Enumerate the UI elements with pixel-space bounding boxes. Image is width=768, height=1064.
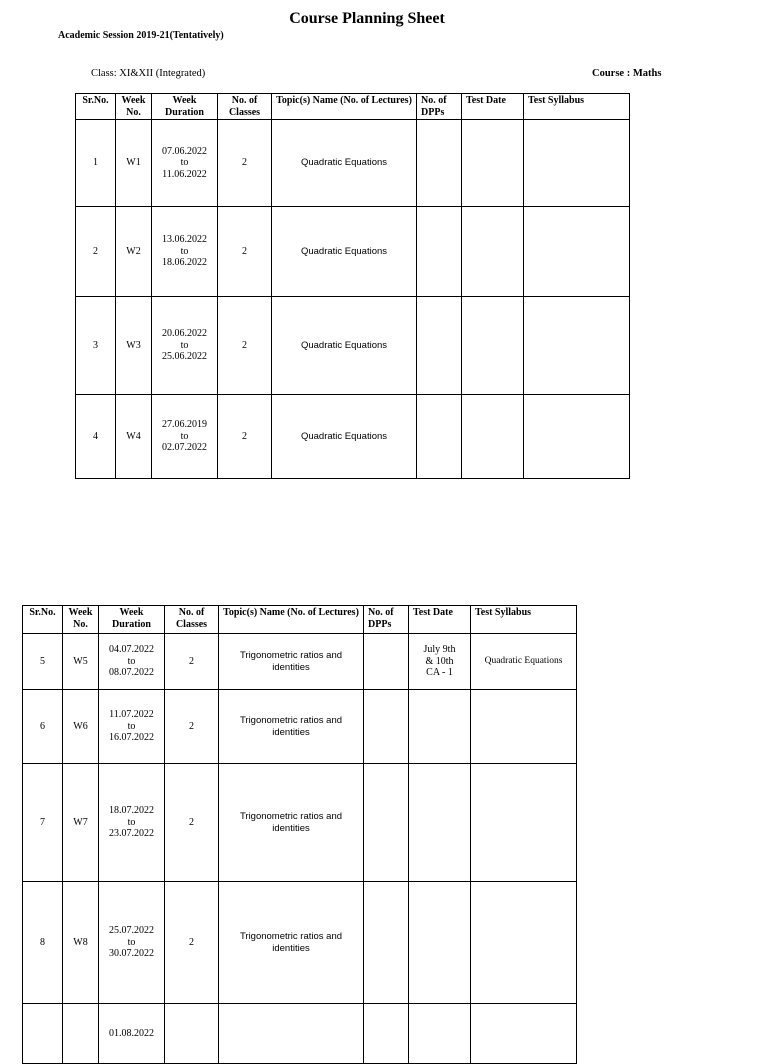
class-label: Class: XI&XII (Integrated): [91, 68, 206, 79]
cell-test-syllabus: Quadratic Equations: [471, 634, 577, 690]
col-header-test-date: Test Date: [409, 606, 471, 634]
cell-week-no: [63, 1004, 99, 1064]
cell-test-date: [409, 1004, 471, 1064]
cell-no-of-classes: 2: [218, 395, 272, 479]
cell-sr-no: [23, 1004, 63, 1064]
cell-test-syllabus: [471, 690, 577, 764]
cell-no-of-dpps: [417, 395, 462, 479]
table-body: [76, 120, 630, 479]
date-separator: to: [127, 936, 136, 948]
cell-sr-no: 1: [76, 120, 116, 207]
cell-sr-no: 8: [23, 882, 63, 1004]
date-to: 30.07.2022: [109, 948, 154, 960]
cell-topic: Quadratic Equations: [272, 395, 417, 479]
col-header-week: Week No.: [63, 606, 99, 634]
cell-topic: Trigonometric ratios and identities: [219, 764, 364, 882]
cell-week-duration: [152, 297, 218, 395]
cell-topic: Quadratic Equations: [272, 120, 417, 207]
cell-test-syllabus: [524, 297, 630, 395]
col-header-dpps: No. of DPPs: [364, 606, 409, 634]
cell-test-syllabus: [471, 882, 577, 1004]
col-header-classes: No. of Classes: [165, 606, 219, 634]
cell-week-duration: [99, 764, 165, 882]
cell-week-no: W7: [63, 764, 99, 882]
date-separator: to: [180, 157, 189, 169]
cell-topic: Trigonometric ratios and identities: [219, 634, 364, 690]
col-header-duration: Week Duration: [152, 94, 218, 120]
cell-test-date: [462, 207, 524, 297]
date-from: 18.07.2022: [109, 805, 154, 817]
cell-no-of-dpps: [364, 882, 409, 1004]
cell-sr-no: 7: [23, 764, 63, 882]
cell-week-no: W5: [63, 634, 99, 690]
date-from: 20.06.2022: [162, 328, 207, 340]
col-header-sr: Sr.No.: [23, 606, 63, 634]
cell-topic: Quadratic Equations: [272, 207, 417, 297]
page-title: Course Planning Sheet: [289, 10, 445, 27]
date-separator: to: [127, 720, 136, 732]
cell-test-date: [409, 882, 471, 1004]
table-row: [76, 395, 630, 479]
cell-no-of-classes: 2: [165, 764, 219, 882]
col-header-dpps: No. of DPPs: [417, 94, 462, 120]
cell-test-syllabus: [524, 207, 630, 297]
date-from: 27.06.2019: [162, 419, 207, 431]
table-row: [23, 764, 577, 882]
cell-test-syllabus: [524, 120, 630, 207]
col-header-topic: Topic(s) Name (No. of Lectures): [272, 94, 417, 120]
cell-sr-no: 2: [76, 207, 116, 297]
cell-test-date: [462, 120, 524, 207]
cell-week-no: W8: [63, 882, 99, 1004]
date-from: 13.06.2022: [162, 234, 207, 246]
cell-no-of-classes: [165, 1004, 219, 1064]
cell-week-duration: [99, 690, 165, 764]
table-row: [23, 634, 577, 690]
cell-no-of-dpps: [364, 1004, 409, 1064]
table-body: [23, 634, 577, 1064]
table-row: [23, 882, 577, 1004]
table-header: [76, 94, 630, 120]
cell-sr-no: 4: [76, 395, 116, 479]
cell-no-of-dpps: [364, 634, 409, 690]
cell-topic: Trigonometric ratios and identities: [219, 690, 364, 764]
cell-sr-no: 6: [23, 690, 63, 764]
col-header-week: Week No.: [116, 94, 152, 120]
cell-no-of-classes: 2: [165, 882, 219, 1004]
col-header-test-syllabus: Test Syllabus: [471, 606, 577, 634]
cell-test-syllabus: [471, 764, 577, 882]
course-plan-table-2: [22, 605, 577, 1064]
date-from: 07.06.2022: [162, 145, 207, 157]
cell-week-duration: [99, 882, 165, 1004]
date-from: 01.08.2022: [109, 1027, 154, 1039]
cell-topic: [219, 1004, 364, 1064]
col-header-topic: Topic(s) Name (No. of Lectures): [219, 606, 364, 634]
cell-no-of-classes: 2: [165, 690, 219, 764]
cell-sr-no: 3: [76, 297, 116, 395]
course-label: Course : Maths: [592, 68, 662, 79]
table-header: [23, 606, 577, 634]
cell-test-date: July 9th & 10th CA - 1: [409, 634, 471, 690]
date-from: 25.07.2022: [109, 925, 154, 937]
cell-sr-no: 5: [23, 634, 63, 690]
cell-week-no: W6: [63, 690, 99, 764]
col-header-test-date: Test Date: [462, 94, 524, 120]
cell-week-duration: [99, 1004, 165, 1064]
cell-no-of-classes: 2: [218, 297, 272, 395]
table-row: [76, 120, 630, 207]
date-from: 04.07.2022: [109, 644, 154, 656]
cell-week-duration: [99, 634, 165, 690]
date-from: 11.07.2022: [109, 709, 154, 721]
date-to: 08.07.2022: [109, 667, 154, 679]
cell-week-no: W2: [116, 207, 152, 297]
cell-no-of-dpps: [417, 207, 462, 297]
cell-topic: Trigonometric ratios and identities: [219, 882, 364, 1004]
cell-no-of-classes: 2: [218, 207, 272, 297]
cell-no-of-dpps: [417, 297, 462, 395]
date-to: 23.07.2022: [109, 828, 154, 840]
col-header-classes: No. of Classes: [218, 94, 272, 120]
date-to: 18.06.2022: [162, 257, 207, 269]
date-separator: to: [180, 430, 189, 442]
cell-week-duration: [152, 120, 218, 207]
table-row: [23, 1004, 577, 1064]
date-separator: to: [127, 816, 136, 828]
date-separator: to: [180, 339, 189, 351]
col-header-sr: Sr.No.: [76, 94, 116, 120]
date-separator: to: [180, 245, 189, 257]
cell-no-of-dpps: [364, 690, 409, 764]
cell-test-date: [409, 764, 471, 882]
table-row: [76, 297, 630, 395]
date-to: 11.06.2022: [162, 168, 207, 180]
academic-session: Academic Session 2019-21(Tentatively): [58, 30, 224, 41]
table-row: [23, 690, 577, 764]
cell-test-syllabus: [471, 1004, 577, 1064]
cell-week-duration: [152, 207, 218, 297]
date-to: 02.07.2022: [162, 442, 207, 454]
cell-week-no: W1: [116, 120, 152, 207]
col-header-duration: Week Duration: [99, 606, 165, 634]
cell-topic: Quadratic Equations: [272, 297, 417, 395]
cell-test-date: [409, 690, 471, 764]
date-to: 16.07.2022: [109, 732, 154, 744]
cell-no-of-classes: 2: [165, 634, 219, 690]
cell-no-of-dpps: [417, 120, 462, 207]
course-plan-table-1: [75, 93, 630, 479]
cell-week-duration: [152, 395, 218, 479]
cell-test-date: [462, 297, 524, 395]
cell-no-of-classes: 2: [218, 120, 272, 207]
col-header-test-syllabus: Test Syllabus: [524, 94, 630, 120]
cell-test-syllabus: [524, 395, 630, 479]
date-to: 25.06.2022: [162, 351, 207, 363]
date-separator: to: [127, 655, 136, 667]
table-row: [76, 207, 630, 297]
cell-week-no: W3: [116, 297, 152, 395]
cell-no-of-dpps: [364, 764, 409, 882]
cell-test-date: [462, 395, 524, 479]
cell-week-no: W4: [116, 395, 152, 479]
